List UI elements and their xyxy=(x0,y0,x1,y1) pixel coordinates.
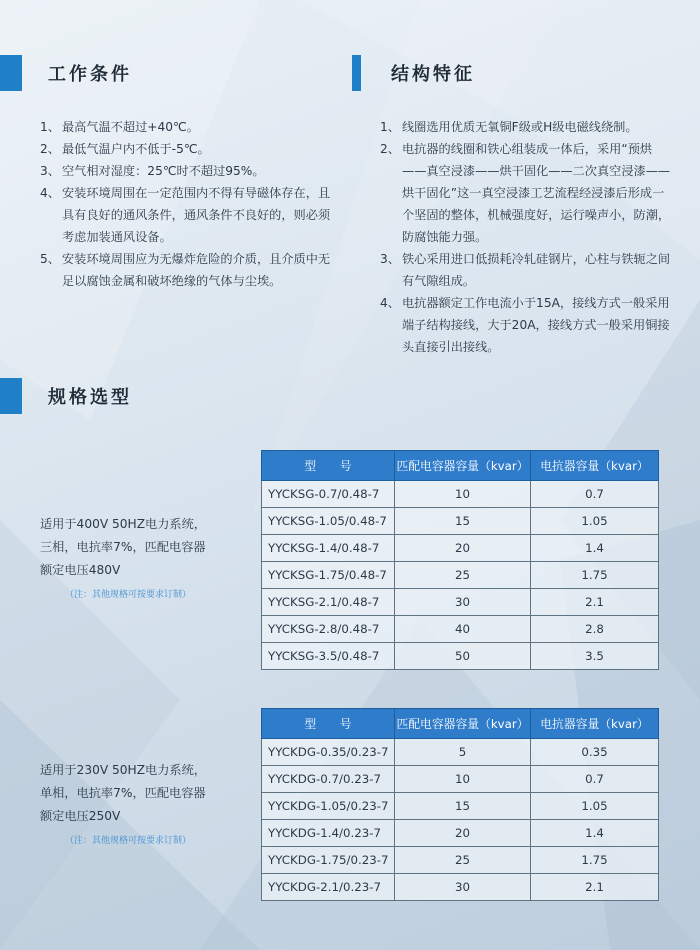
table-row xyxy=(262,739,659,766)
reactor-cell: 0.7 xyxy=(531,481,659,508)
conditions-list xyxy=(40,116,340,292)
section-header-conditions xyxy=(0,55,132,91)
spec-table-400v xyxy=(261,450,659,670)
section-header-selection xyxy=(0,378,132,414)
capacitor-cell: 25 xyxy=(395,847,531,874)
group1-description: 适用于400V 50HZ电力系统， 三相，电抗率7%，匹配电容器 额定电压480V xyxy=(40,517,206,577)
reactor-cell: 0.35 xyxy=(531,739,659,766)
reactor-cell: 2.8 xyxy=(531,616,659,643)
list-item: 4、 电抗器额定工作电流小于15A，接线方式一般采用端子结构接线，大于20A，接线方式一般采用铜接头直接引出接线。 xyxy=(380,296,670,354)
reactor-cell: 1.4 xyxy=(531,820,659,847)
table-header-row xyxy=(262,709,659,739)
capacitor-cell: 25 xyxy=(395,562,531,589)
capacitor-cell: 50 xyxy=(395,643,531,670)
capacitor-cell: 10 xyxy=(395,766,531,793)
table-row xyxy=(262,874,659,901)
reactor-cell: 1.05 xyxy=(531,508,659,535)
table-header-row xyxy=(262,451,659,481)
capacitor-cell: 15 xyxy=(395,508,531,535)
table-row xyxy=(262,643,659,670)
section-marker xyxy=(0,378,22,414)
model-cell: YYCKSG-1.05/0.48-7 xyxy=(262,508,395,535)
reactor-cell: 2.1 xyxy=(531,874,659,901)
section-title-conditions: 工作条件 xyxy=(48,64,132,85)
section-marker xyxy=(0,55,22,91)
capacitor-cell: 20 xyxy=(395,820,531,847)
column-header-reactor: 电抗器容量（kvar） xyxy=(531,451,659,481)
list-item: 4、 安装环境周围在一定范围内不得有导磁体存在，且具有良好的通风条件，通风条件不良好的，则必须考虑加装通风设备。 xyxy=(40,186,331,244)
capacitor-cell: 5 xyxy=(395,739,531,766)
column-header-model: 型 号 xyxy=(262,451,395,481)
model-cell: YYCKDG-2.1/0.23-7 xyxy=(262,874,395,901)
reactor-cell: 1.05 xyxy=(531,793,659,820)
features-list xyxy=(380,116,672,358)
list-item: 2、 电抗器的线圈和铁心组装成一体后，采用“预烘——真空浸漆——烘干固化——二次真空浸漆——烘干固化”这一真空浸漆工艺流程经浸漆后形成一个坚固的整体，机械强度好，运行噪声小，防潮，防腐蚀能力强。 xyxy=(380,142,671,244)
column-header-capacitor: 匹配电容器容量（kvar） xyxy=(395,451,531,481)
column-header-reactor: 电抗器容量（kvar） xyxy=(531,709,659,739)
column-header-capacitor: 匹配电容器容量（kvar） xyxy=(395,709,531,739)
table-row xyxy=(262,820,659,847)
capacitor-cell: 30 xyxy=(395,589,531,616)
list-item: 3、 空气相对湿度：25℃时不超过95%。 xyxy=(40,164,265,178)
reactor-cell: 1.4 xyxy=(531,535,659,562)
section-marker xyxy=(352,55,361,91)
list-item: 1、 最高气温不超过+40℃。 xyxy=(40,120,199,134)
capacitor-cell: 30 xyxy=(395,874,531,901)
model-cell: YYCKDG-0.35/0.23-7 xyxy=(262,739,395,766)
spec-table-230v xyxy=(261,708,659,901)
reactor-cell: 2.1 xyxy=(531,589,659,616)
list-item: 5、 安装环境周围应为无爆炸危险的介质，且介质中无足以腐蚀金属和破坏绝缘的气体与尘埃。 xyxy=(40,252,331,288)
capacitor-cell: 40 xyxy=(395,616,531,643)
model-cell: YYCKSG-1.75/0.48-7 xyxy=(262,562,395,589)
model-cell: YYCKSG-2.1/0.48-7 xyxy=(262,589,395,616)
reactor-cell: 1.75 xyxy=(531,562,659,589)
table-row xyxy=(262,508,659,535)
reactor-cell: 1.75 xyxy=(531,847,659,874)
section-header-features xyxy=(352,55,475,91)
table-row xyxy=(262,589,659,616)
table-row xyxy=(262,562,659,589)
capacitor-cell: 15 xyxy=(395,793,531,820)
reactor-cell: 0.7 xyxy=(531,766,659,793)
group1-note: （注：其他规格可按要求订制） xyxy=(65,590,192,600)
model-cell: YYCKSG-0.7/0.48-7 xyxy=(262,481,395,508)
capacitor-cell: 10 xyxy=(395,481,531,508)
model-cell: YYCKDG-0.7/0.23-7 xyxy=(262,766,395,793)
model-cell: YYCKSG-1.4/0.48-7 xyxy=(262,535,395,562)
table-row xyxy=(262,847,659,874)
list-item: 2、 最低气温户内不低于-5℃。 xyxy=(40,142,210,156)
table-row xyxy=(262,766,659,793)
model-cell: YYCKSG-3.5/0.48-7 xyxy=(262,643,395,670)
model-cell: YYCKDG-1.4/0.23-7 xyxy=(262,820,395,847)
capacitor-cell: 20 xyxy=(395,535,531,562)
model-cell: YYCKDG-1.75/0.23-7 xyxy=(262,847,395,874)
section-title-features: 结构特征 xyxy=(391,64,475,85)
table-row xyxy=(262,616,659,643)
table-row xyxy=(262,481,659,508)
list-item: 1、 线圈选用优质无氧铜F级或H级电磁线绕制。 xyxy=(380,120,638,134)
section-title-selection: 规格选型 xyxy=(48,387,132,408)
model-cell: YYCKSG-2.8/0.48-7 xyxy=(262,616,395,643)
model-cell: YYCKDG-1.05/0.23-7 xyxy=(262,793,395,820)
table-row xyxy=(262,535,659,562)
table-row xyxy=(262,793,659,820)
column-header-model: 型 号 xyxy=(262,709,395,739)
list-item: 3、 铁心采用进口低损耗冷轧硅钢片，心柱与铁轭之间有气隙组成。 xyxy=(380,252,671,288)
group2-description: 适用于230V 50HZ电力系统， 单相，电抗率7%，匹配电容器 额定电压250V xyxy=(40,763,206,823)
reactor-cell: 3.5 xyxy=(531,643,659,670)
group2-note: （注：其他规格可按要求订制） xyxy=(65,836,192,846)
